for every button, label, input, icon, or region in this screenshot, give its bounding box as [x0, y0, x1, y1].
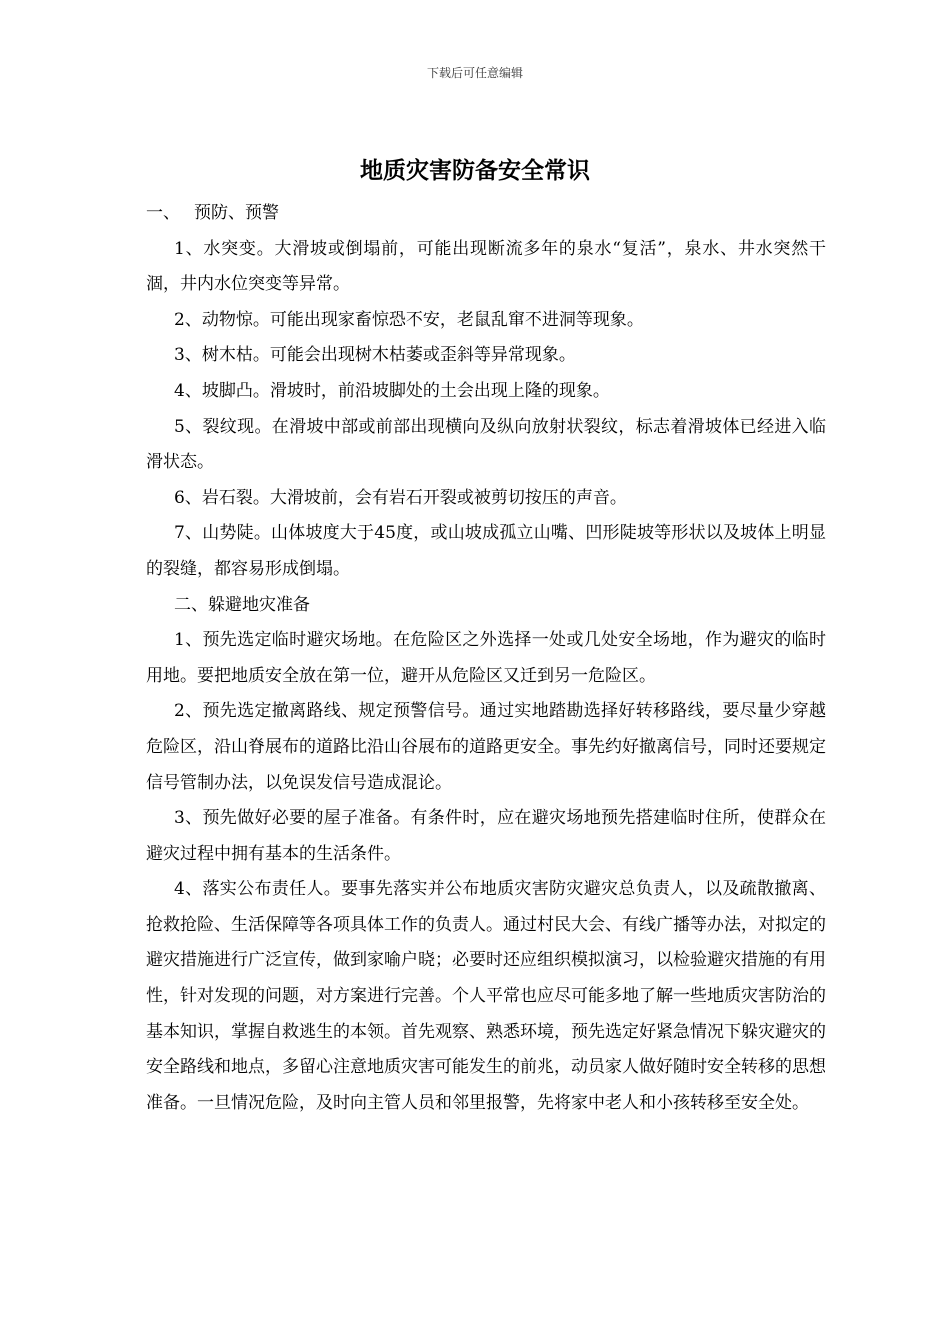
section-1-item-7: 7、山势陡。山体坡度大于45度，或山坡成孤立山嘴、凹形陡坡等形状以及坡体上明显的裂缝，都容易形成倒塌。 [146, 523, 826, 579]
section-2-item-2: 2、预先选定撤离路线、规定预警信号。通过实地踏勘选择好转移路线，要尽量少穿越危险区，沿山脊展布的道路比沿山谷展布的道路更安全。事先约好撤离信号，同时还要规定信号管制办法，以免误发信号造成混论。 [146, 701, 826, 793]
section-2-heading: 二、躲避地灾准备 [174, 594, 310, 615]
section-1-item-5: 5、裂纹现。在滑坡中部或前部出现横向及纵向放射状裂纹，标志着滑坡体已经进入临滑状态。 [146, 416, 826, 473]
section-2-item-4: 4、落实公布责任人。要事先落实并公布地质灾害防灾避灾总负责人，以及疏散撤离、抢救抢险、生活保障等各项具体工作的负责人。通过村民大会、有线广播等办法，对拟定的避灾措施进行广泛宣传，做到家喻户晓；必要时还应组织模拟演习，以检验避灾措施的有用性，针对发现的问题，对方案进行完善。个人平常也应尽可能多地了解一些地质灾害防治的基本知识，掌握自救逃生的本领。首先观察、熟悉环境，预先选定好紧急情况下躲灾避灾的安全路线和地点，多留心注意地质灾害可能发生的前兆，动员家人做好随时安全转移的思想准备。一旦情况危险，及时向主管人员和邻里报警，先将家中老人和小孩转移至安全处。 [146, 879, 826, 1113]
page-header: 下载后可任意编辑 [426, 66, 523, 80]
section-1-heading-text: 预防、预警 [194, 203, 279, 223]
section-1-heading [146, 196, 826, 232]
section-1-item-2: 2、动物惊。可能出现家畜惊恐不安，老鼠乱窜不进洞等现象。 [174, 309, 644, 330]
document-body [146, 196, 826, 1121]
section-1-item-4: 4、坡脚凸。滑坡时，前沿坡脚处的土会出现上隆的现象。 [174, 380, 610, 401]
document-title: 地质灾害防备安全常识 [360, 157, 590, 184]
section-2-item-3: 3、预先做好必要的屋子准备。有条件时，应在避灾场地预先搭建临时住所，使群众在避灾过程中拥有基本的生活条件。 [146, 808, 826, 864]
section-2-item-1: 1、预先选定临时避灾场地。在危险区之外选择一处或几处安全场地，作为避灾的临时用地。要把地质安全放在第一位，避开从危险区又迁到另一危险区。 [146, 630, 826, 686]
section-1-number: 一、 [146, 203, 180, 223]
section-1-item-1: 1、水突变。大滑坡或倒塌前，可能出现断流多年的泉水“复活”，泉水、井水突然干涸，井内水位突变等异常。 [146, 238, 826, 295]
section-1-item-3: 3、树木枯。可能会出现树木枯萎或歪斜等异常现象。 [174, 345, 576, 366]
section-1-item-6: 6、岩石裂。大滑坡前，会有岩石开裂或被剪切按压的声音。 [174, 487, 627, 508]
